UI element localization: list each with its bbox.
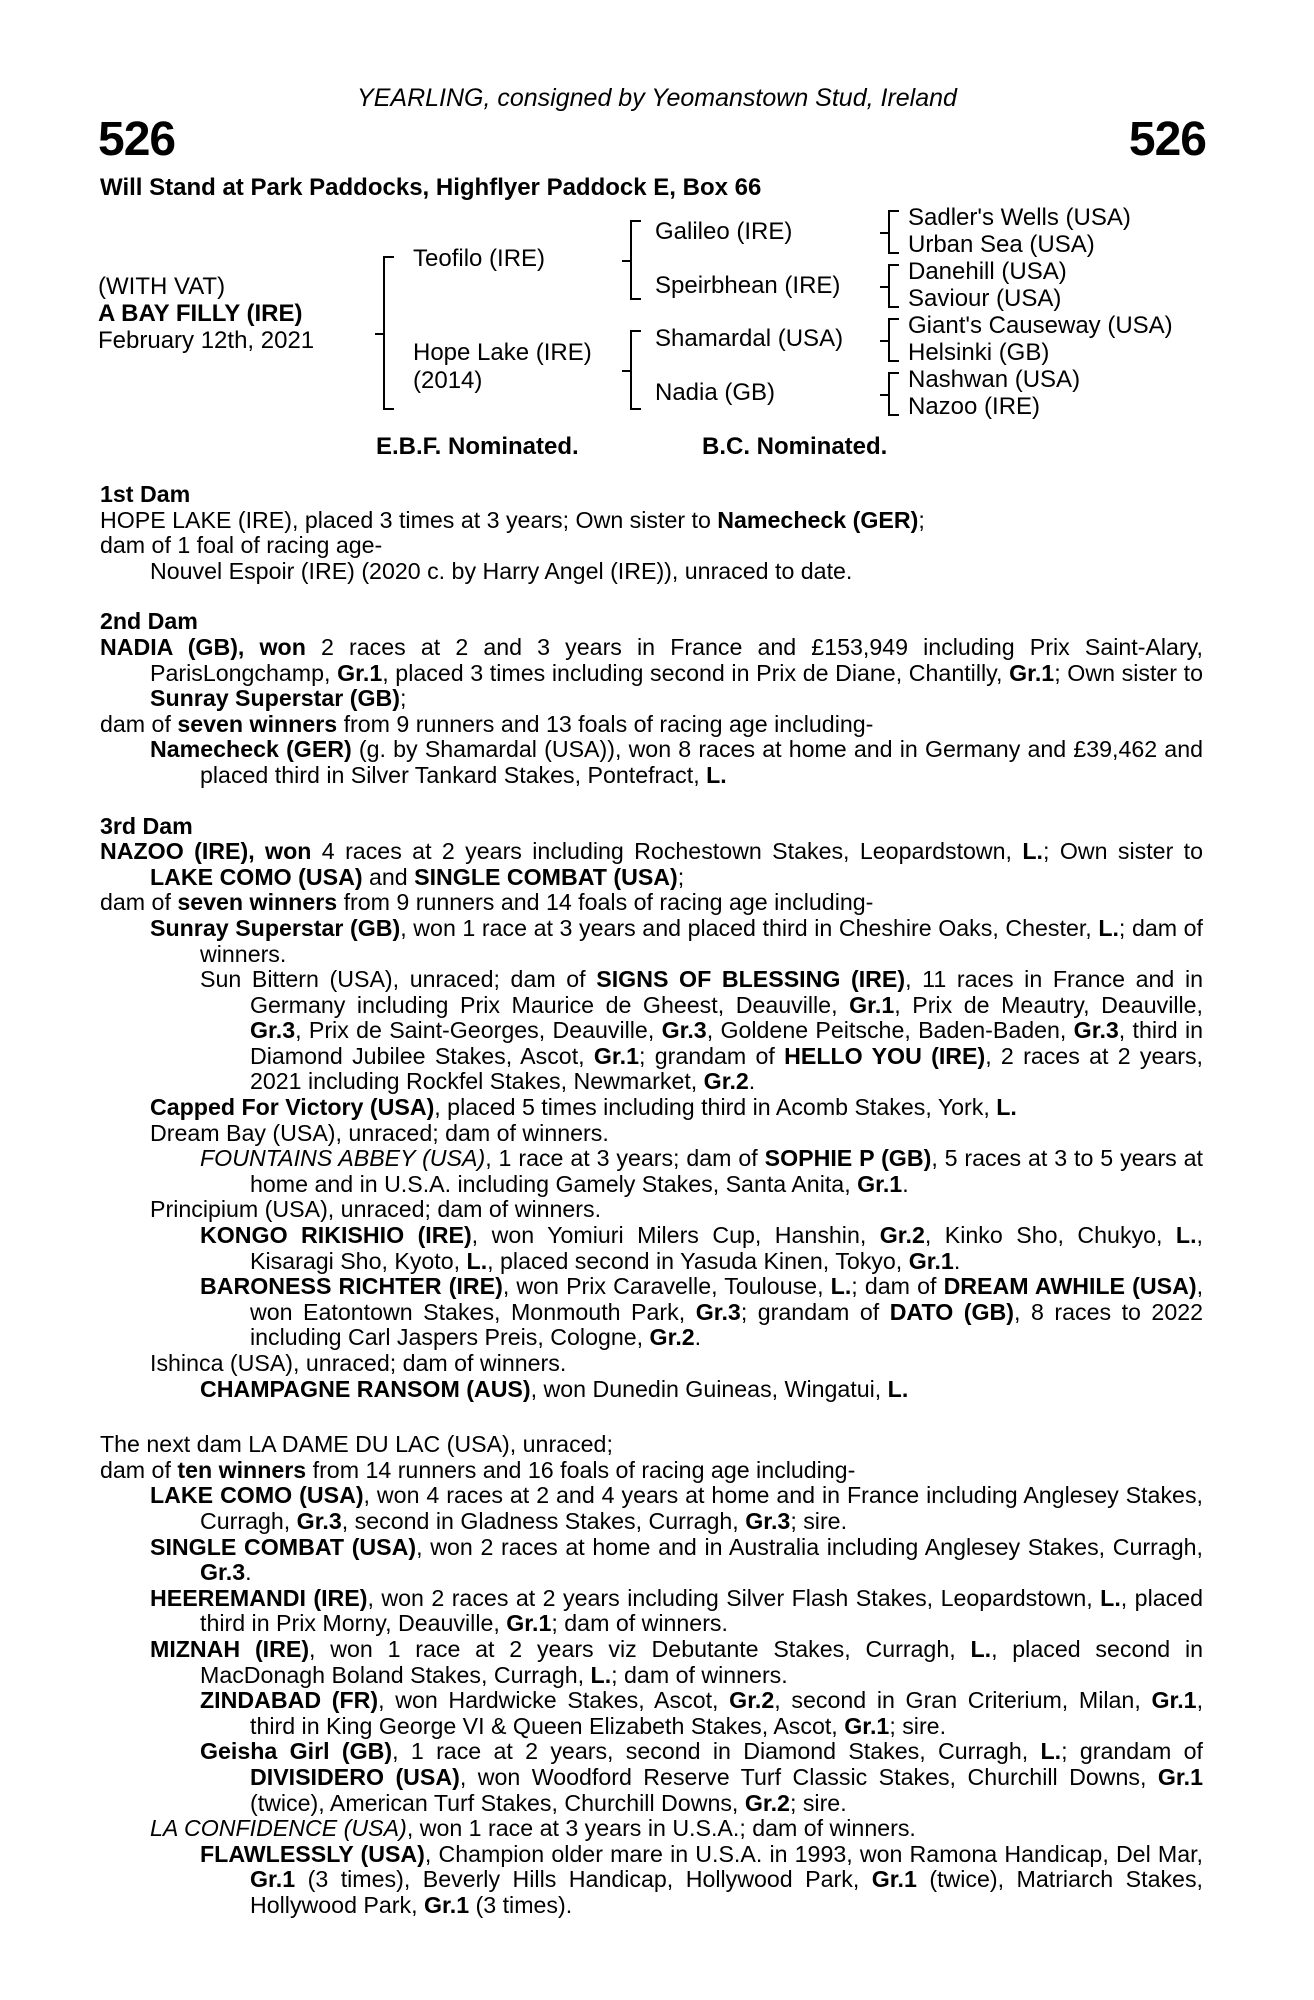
produce-champagne-ransom: CHAMPAGNE RANSOM (AUS), won Dunedin Guineas, Wingatui, L. bbox=[200, 1375, 909, 1402]
second-dam-produce-intro: dam of seven winners from 9 runners and 13 foals of racing age including- bbox=[100, 710, 874, 737]
bc-nomination: B.C. Nominated. bbox=[702, 433, 888, 460]
produce-single-combat: SINGLE COMBAT (USA), won 2 races at home and in Australia including Anglesey Stakes, Curragh, Gr.3. bbox=[150, 1533, 1203, 1586]
ebf-nomination: E.B.F. Nominated. bbox=[376, 433, 579, 460]
pedigree-sire-dam: Speirbhean (IRE) bbox=[655, 272, 841, 299]
lot-number-right: 526 bbox=[1128, 113, 1206, 166]
stand-location: Will Stand at Park Paddocks, Highflyer Paddock E, Box 66 bbox=[100, 174, 762, 201]
produce-baroness-richter: BARONESS RICHTER (IRE), won Prix Caravelle, Toulouse, L.; dam of DREAM AWHILE (USA), won Eatontown Stakes, Monmouth Park, Gr.3; grandam of DATO (GB), 8 races to 2022 including Carl Jaspers Preis, Cologne, Gr.2. bbox=[200, 1273, 1204, 1351]
pedigree-dam-sire: Shamardal (USA) bbox=[655, 325, 844, 352]
pedigree-notes bbox=[100, 482, 1203, 1918]
foaling-date: February 12th, 2021 bbox=[98, 327, 315, 354]
pedigree-dam-year: (2014) bbox=[413, 367, 483, 394]
produce-lake-como: LAKE COMO (USA), won 4 races at 2 and 4 years at home and in France including Anglesey Stakes, Curragh, Gr.3, second in Gladness Stakes, Curragh, Gr.3; sire. bbox=[150, 1482, 1203, 1534]
pedigree-brace bbox=[888, 264, 899, 308]
produce-miznah: MIZNAH (IRE), won 1 race at 2 years viz Debutante Stakes, Curragh, L., placed second in MacDonagh Boland Stakes, Curragh, L.; dam of winners. bbox=[150, 1635, 1203, 1688]
pedigree-brace bbox=[383, 256, 394, 410]
section-heading-3rd-dam: 3rd Dam bbox=[100, 812, 193, 839]
produce-capped-for-victory: Capped For Victory (USA), placed 5 times including third in Acomb Stakes, York, L. bbox=[150, 1094, 1017, 1121]
produce-heeremandi: HEEREMANDI (IRE), won 2 races at 2 years including Silver Flash Stakes, Leopardstown, L., placed third in Prix Morny, Deauville, Gr.1; dam of winners. bbox=[150, 1584, 1204, 1637]
pedigree-g6: Helsinki (GB) bbox=[908, 339, 1050, 366]
pedigree-g4: Saviour (USA) bbox=[908, 285, 1062, 312]
section-heading-1st-dam: 1st Dam bbox=[100, 481, 191, 507]
pedigree-brace bbox=[888, 318, 899, 362]
first-dam-entry: HOPE LAKE (IRE), placed 3 times at 3 years; Own sister to Namecheck (GER); bbox=[100, 506, 925, 533]
produce-sunray-superstar: Sunray Superstar (GB), won 1 race at 3 years and placed third in Cheshire Oaks, Chester, L.; dam of winners. bbox=[150, 914, 1203, 967]
pedigree-g1: Sadler's Wells (USA) bbox=[908, 204, 1131, 231]
produce-sun-bittern: Sun Bittern (USA), unraced; dam of SIGNS OF BLESSING (IRE), 11 races in France and in Germany including Prix Maurice de Gheest, Deauville, Gr.1, Prix de Meautry, Deauville, Gr.3, Prix de Saint-Georges, Deauville, Gr.3, Goldene Peitsche, Baden-Baden, Gr.3, third in Diamond Jubilee Stakes, Ascot, Gr.1; grandam of HELLO YOU (IRE), 2 races at 2 years, 2021 including Rockfel Stakes, Newmarket, Gr.2. bbox=[200, 966, 1204, 1095]
produce-fountains-abbey: FOUNTAINS ABBEY (USA), 1 race at 3 years; dam of SOPHIE P (GB), 5 races at 3 to 5 years at home and in U.S.A. including Gamely Stakes, Santa Anita, Gr.1. bbox=[200, 1145, 1203, 1197]
pedigree-dam-dam: Nadia (GB) bbox=[655, 379, 776, 406]
pedigree-dam: Hope Lake (IRE) bbox=[413, 339, 592, 366]
pedigree-g3: Danehill (USA) bbox=[908, 258, 1067, 285]
first-dam-foal: Nouvel Espoir (IRE) (2020 c. by Harry Angel (IRE)), unraced to date. bbox=[150, 557, 853, 584]
pedigree-g5: Giant's Causeway (USA) bbox=[908, 312, 1173, 339]
produce-ishinca: Ishinca (USA), unraced; dam of winners. bbox=[150, 1350, 567, 1376]
vat-label: (WITH VAT) bbox=[98, 273, 226, 300]
pedigree-g2: Urban Sea (USA) bbox=[908, 231, 1095, 258]
produce-kongo-rikishio: KONGO RIKISHIO (IRE), won Yomiuri Milers Cup, Hanshin, Gr.2, Kinko Sho, Chukyo, L., Kisaragi Sho, Kyoto, L., placed second in Yasuda Kinen, Tokyo, Gr.1. bbox=[200, 1222, 1203, 1274]
lot-number-left: 526 bbox=[98, 113, 176, 166]
third-dam-entry: NAZOO (IRE), won 4 races at 2 years including Rochestown Stakes, Leopardstown, L.; Own sister to LAKE COMO (USA) and SINGLE COMBAT (USA); bbox=[100, 838, 1204, 890]
pedigree-sire-sire: Galileo (IRE) bbox=[655, 218, 793, 245]
first-dam-produce-intro: dam of 1 foal of racing age- bbox=[100, 532, 383, 559]
second-dam-entry: NADIA (GB), won 2 races at 2 and 3 years in France and £153,949 including Prix Saint-Alary, ParisLongchamp, Gr.1, placed 3 times including second in Prix de Diane, Chantilly, Gr.1; Own sister to Sunray Superstar (GB); bbox=[100, 633, 1203, 712]
next-dam-produce-intro: dam of ten winners from 14 runners and 16 foals of racing age including- bbox=[100, 1456, 856, 1483]
pedigree-brace bbox=[630, 330, 641, 410]
next-dam-entry: The next dam LA DAME DU LAC (USA), unraced; bbox=[100, 1431, 613, 1458]
produce-flawlessly: FLAWLESSLY (USA), Champion older mare in U.S.A. in 1993, won Ramona Handicap, Del Mar, Gr.1 (3 times), Beverly Hills Handicap, Hollywood Park, Gr.1 (twice), Matriarch Stakes, Hollywood Park, Gr.1 (3 times). bbox=[200, 1840, 1203, 1918]
produce-geisha-girl: Geisha Girl (GB), 1 race at 2 years, second in Diamond Stakes, Curragh, L.; grandam of DIVISIDERO (USA), won Woodford Reserve Turf Classic Stakes, Churchill Downs, Gr.1 (twice), American Turf Stakes, Churchill Downs, Gr.2; sire. bbox=[200, 1738, 1204, 1816]
produce-namecheck: Namecheck (GER) (g. by Shamardal (USA)), won 8 races at home and in Germany and £39,462 and placed third in Silver Tankard Stakes, Pontefract, L. bbox=[150, 736, 1203, 788]
produce-zindabad: ZINDABAD (FR), won Hardwicke Stakes, Ascot, Gr.2, second in Gran Criterium, Milan, Gr.1, third in King George VI & Queen Elizabeth Stakes, Ascot, Gr.1; sire. bbox=[200, 1687, 1204, 1739]
pedigree-brace bbox=[888, 372, 899, 416]
pedigree-g8: Nazoo (IRE) bbox=[908, 393, 1041, 420]
catalogue-subtitle: YEARLING, consigned by Yeomanstown Stud, Ireland bbox=[357, 84, 957, 112]
section-heading-2nd-dam: 2nd Dam bbox=[100, 608, 198, 635]
horse-name: A BAY FILLY (IRE) bbox=[98, 300, 303, 327]
pedigree-brace bbox=[630, 220, 641, 300]
produce-dream-bay: Dream Bay (USA), unraced; dam of winners. bbox=[150, 1119, 609, 1146]
third-dam-produce-intro: dam of seven winners from 9 runners and 14 foals of racing age including- bbox=[100, 889, 874, 916]
produce-principium: Principium (USA), unraced; dam of winners. bbox=[150, 1196, 602, 1223]
pedigree-g7: Nashwan (USA) bbox=[908, 366, 1081, 393]
pedigree-brace bbox=[888, 210, 899, 254]
pedigree-sire: Teofilo (IRE) bbox=[413, 245, 546, 272]
produce-la-confidence: LA CONFIDENCE (USA), won 1 race at 3 years in U.S.A.; dam of winners. bbox=[150, 1815, 916, 1842]
